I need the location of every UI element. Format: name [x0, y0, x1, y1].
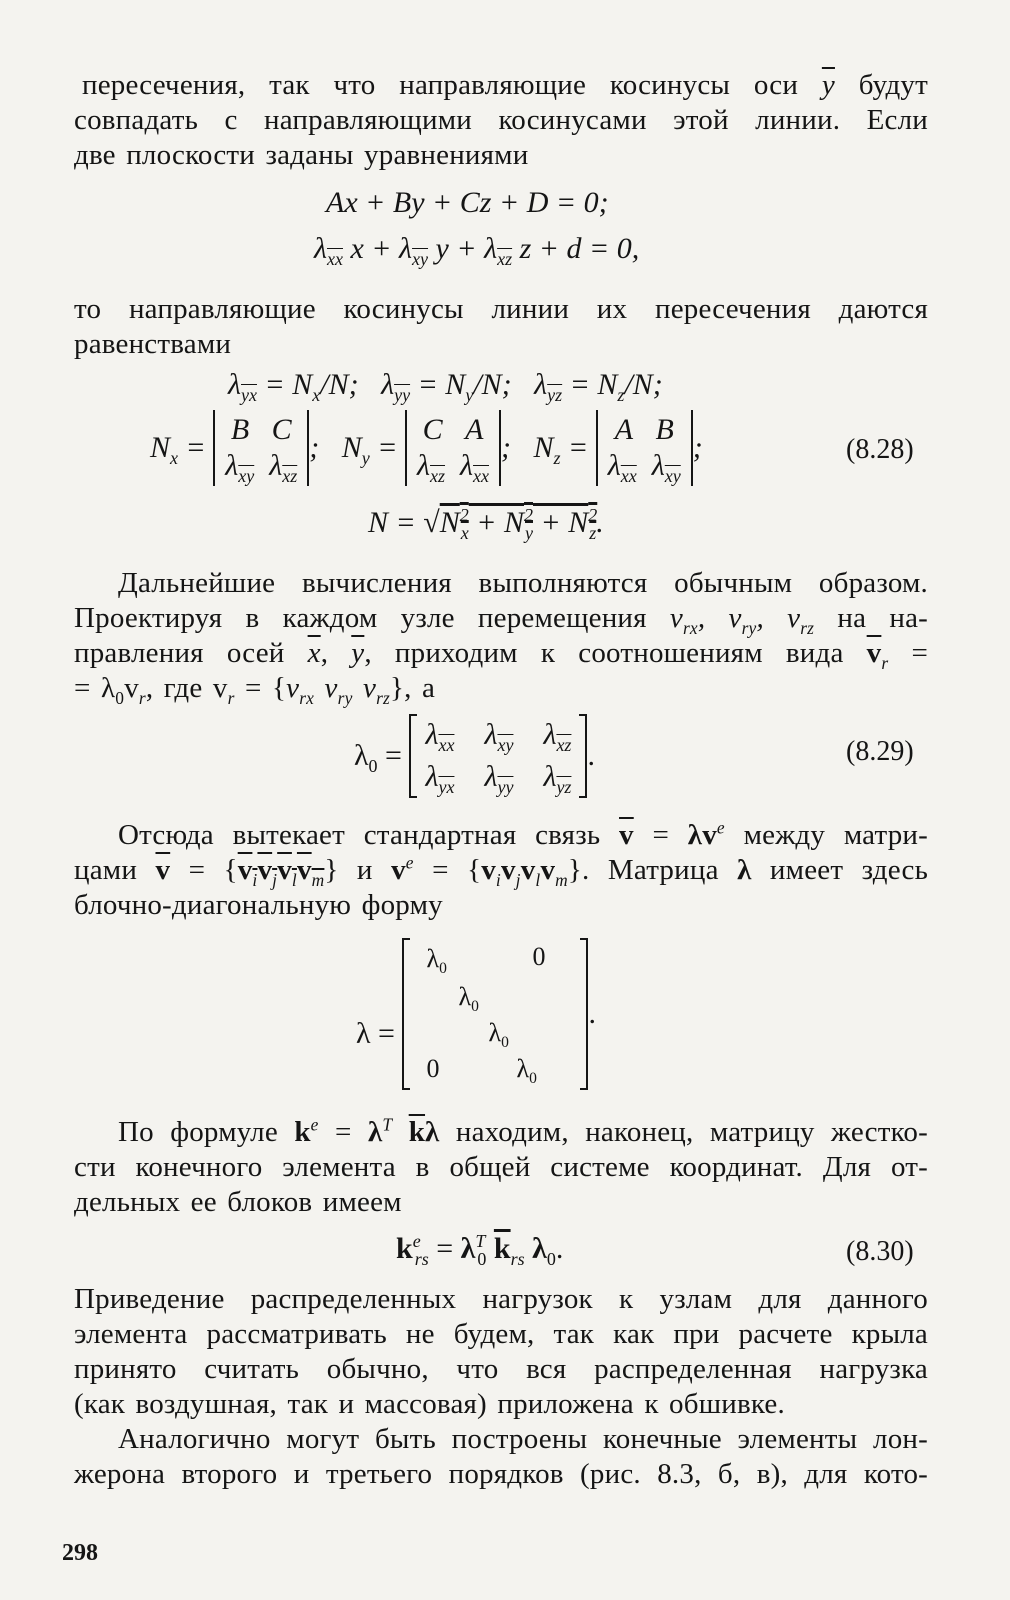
text-line: (как воздушная, так и массовая) приложена к обшивке.	[74, 1388, 785, 1420]
direction-cosines: $\lambda_{\overline{yx}} = N_x/N$; $\lambda_{\overline{yy}} = N_y/N$; $\lambda_{\overline{yz}} = N_z/N$;	[228, 368, 663, 405]
text-line: принято считать обычно, что вся распределенная нагрузка	[74, 1353, 928, 1385]
text-line: Дальнейшие вычисления выполняются обычным образом.	[118, 567, 928, 599]
text-line: = $\lambda_0v_r$, где $v_r = \{v_{rx}$ $v_{ry}$ $v_{rz}$}, а	[74, 672, 436, 708]
text-line: Отсюда вытекает стандартная связь $\overline{v} = \lambda v^e$ между матри-	[118, 817, 929, 851]
text-line: цами $\overline{v} = \{v_iv_jv_lv_m\}$ и $v^e = \{v_iv_jv_lv_m\}$. Матрица λ имеет здесь	[74, 852, 929, 890]
norm-equation: $N = √N^2_x + N^2_y + N^2_z$.	[368, 505, 604, 543]
text-line: Аналогично могут быть построены конечные элементы лон-	[118, 1423, 928, 1455]
plane-equation-2: $\lambda_{\overline{xx}}$ $x + \lambda_{\overline{xy}}$ $y + \lambda_{\overline{xz}}$ z + d = 0,	[314, 232, 640, 269]
text-line: правления осей $\overline{x}$, $\overline{y}$, приходим к соотношениям вида $\overline{v}_r$ =	[74, 637, 929, 673]
lambda0-matrix: $\lambda_0$ = $\lambda_{\overline{xx}}$ $\lambda_{\overline{xy}}$ $\lambda_{\overline{xz}}$ $\lambda_{\overline{yx}}$ $\lambda_{\overline{yy}}$ $\lambda_{\overline{yz}}$ .	[354, 714, 595, 798]
text-line: равенствами	[74, 328, 232, 360]
text-line: элемента рассматривать не будем, так как при расчете крыла	[74, 1318, 928, 1350]
text-line: дельных ее блоков имеем	[74, 1186, 402, 1218]
text-line: пересечения, так что направляющие косинусы оси $\overline{y}$ будут	[82, 69, 928, 101]
text-line: Проектируя в каждом узле перемещения $v_{rx}$, $v_{ry}$, $v_{rz}$ на на-	[74, 602, 928, 638]
text-line: две плоскости заданы уравнениями	[74, 139, 529, 171]
text-line: блочно-диагональную форму	[74, 889, 443, 921]
plane-equation-1: Ax + By + Cz + D = 0;	[326, 186, 609, 219]
determinants-row: $N_x$ = B C $\lambda_{\overline{xy}}$ $\lambda_{\overline{xz}}$ ; $N_y$ = C A $\lambda_{\overline{xz}}$ $\lambda_{\overline{xx}}$ ; $N_z$ = A B $\lambda_{\overline{xx}}$ $\lambda_{\overline{xy}}$ ;	[150, 410, 703, 486]
equation-number: (8.29)	[846, 736, 914, 767]
text-line: сти конечного элемента в общей системе координат. Для от-	[74, 1151, 928, 1183]
text-line: жерона второго и третьего порядков (рис. 8.3, б, в), для кото-	[74, 1458, 928, 1490]
equation-number: (8.30)	[846, 1236, 914, 1267]
text-line: то направляющие косинусы линии их пересечения даются	[74, 293, 928, 325]
text-line: совпадать с направляющими косинусами этой линии. Если	[74, 104, 928, 136]
equation-number: (8.28)	[846, 434, 914, 465]
page-number: 298	[62, 1540, 98, 1566]
text-line: По формуле $k^e = \lambda^T$ $\overline{k}\lambda$ находим, наконец, матрицу жестко-	[118, 1114, 928, 1148]
lambda-block-matrix: λ = $\lambda_0$ 0 $\lambda_0$ $\lambda_0$ 0 $\lambda_0$ .	[356, 938, 596, 1090]
text-line: Приведение распределенных нагрузок к узлам для данного	[74, 1283, 928, 1315]
stiffness-block-equation: $k^e_{rs} = \lambda^T_0$ $\overline{k}_{rs}$ $\lambda_0$.	[396, 1231, 564, 1269]
